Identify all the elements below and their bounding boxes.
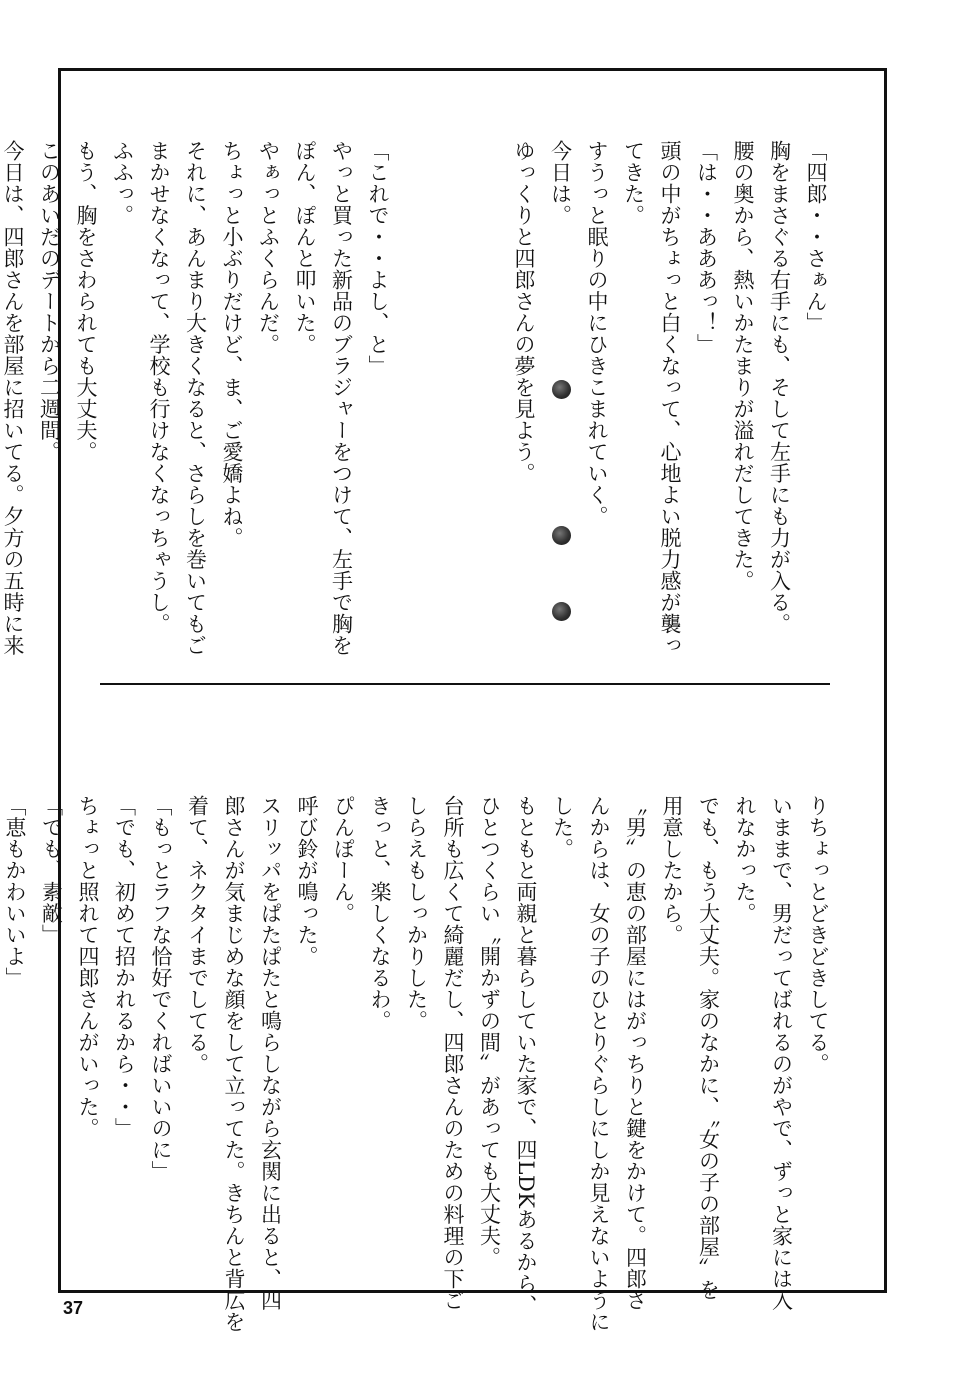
top-text-section xyxy=(0,140,834,656)
text-column: ちょっと照れて四郎さんがいった。 xyxy=(76,795,100,1139)
text-column: ぽん、ぽんと叩いた。 xyxy=(293,140,317,355)
text-column: ちょっと小ぶりだけど、ま、ご愛嬌よね。 xyxy=(220,140,244,549)
text-column: 郎さんが気まじめな顔をして立ってた。きちんと背広を xyxy=(222,795,246,1333)
text-column: もう、胸をさわられても大丈夫。 xyxy=(74,140,98,463)
text-column xyxy=(396,140,433,620)
scene-break-dot-icon xyxy=(552,602,571,621)
text-column: それに、あんまり大きくなると、さらしを巻いてもご xyxy=(183,140,208,656)
text-column: ぴんぽーん。 xyxy=(331,795,356,924)
text-column: ひとつくらい〝開かずの間〟があっても大丈夫。 xyxy=(477,795,502,1268)
text-column: りちょっとどきどきしてる。 xyxy=(806,795,830,1075)
text-column: した。 xyxy=(550,795,575,860)
text-column: 「もっとラフな恰好でくればいいのに」 xyxy=(149,795,173,1182)
text-column: てきた。 xyxy=(621,140,646,226)
text-column: スリッパをぱたぱたと鳴らしながら玄関に出ると、四 xyxy=(258,795,283,1311)
text-column: 「でも、素敵」 xyxy=(39,795,64,946)
text-column: やぁっとふくらんだ。 xyxy=(256,140,281,355)
scene-break-dot-icon xyxy=(552,526,571,545)
text-column: まかせなくなって、学校も行けなくなっちゃうし。 xyxy=(147,140,171,635)
text-column: んからは、女の子のひとりぐらしにしか見えないように xyxy=(587,795,611,1333)
text-column: 今日は、四郎さんを部屋に招いてる。夕方の五時に来 xyxy=(1,140,25,656)
text-column: 「これで・・よし、と」 xyxy=(366,140,390,377)
text-column: このあいだのデートから二週間。 xyxy=(37,140,62,463)
text-column: 胸をまさぐる右手にも、そして左手にも力が入る。 xyxy=(767,140,792,635)
text-column: 〝男〟の恵の部屋にはがっちりと鍵をかけて。四郎さ xyxy=(623,795,648,1311)
text-column: 今日は。 xyxy=(548,140,573,226)
text-column xyxy=(433,140,470,620)
text-column: ゆっくりと四郎さんの夢を見よう。 xyxy=(512,140,536,484)
text-column: しらえもしっかりした。 xyxy=(404,795,429,1032)
text-column: すうっと眠りの中にひきこまれていく。 xyxy=(585,140,609,527)
text-column: 台所も広くて綺麗だし、四郎さんのための料理の下ご xyxy=(441,795,465,1311)
text-column: 「四郎・・さぁん」 xyxy=(804,140,828,334)
text-column: 「は・・あああっ！」 xyxy=(694,140,719,355)
text-column: れなかった。 xyxy=(733,795,757,924)
text-column: 用意したから。 xyxy=(660,795,684,946)
text-column: もともと両親と暮らしていた家で、四LDKあるから、 xyxy=(514,795,538,1316)
text-column: いままで、男だってばれるのがやで、ずっと家には入 xyxy=(769,795,794,1311)
text-column: 着て、ネクタイまでしてる。 xyxy=(185,795,210,1075)
text-column: 腰の奥から、熱いかたまりが溢れだしてきた。 xyxy=(731,140,755,592)
text-column: 「恵もかわいいよ」 xyxy=(3,795,27,989)
text-column: でも、もう大丈夫。家のなかに、〝女の子の部屋〟を xyxy=(696,795,721,1301)
text-column: ふふっ。 xyxy=(110,140,135,226)
text-column: 呼び鈴が鳴った。 xyxy=(295,795,319,967)
text-column: 「でも、初めて招かれるから・・」 xyxy=(112,795,137,1139)
text-column: きっと、楽しくなるわ。 xyxy=(368,795,392,1032)
page-number: 37 xyxy=(63,1298,84,1318)
text-column: 頭の中がちょっと白くなって、心地よい脱力感が襲っ xyxy=(658,140,682,656)
section-divider xyxy=(100,683,830,685)
scene-break-dots xyxy=(536,406,576,606)
scene-break-dot-icon xyxy=(552,380,571,399)
text-column: やっと買った新品のブラジャーをつけて、左手で胸を xyxy=(329,140,354,656)
text-column xyxy=(469,140,506,620)
